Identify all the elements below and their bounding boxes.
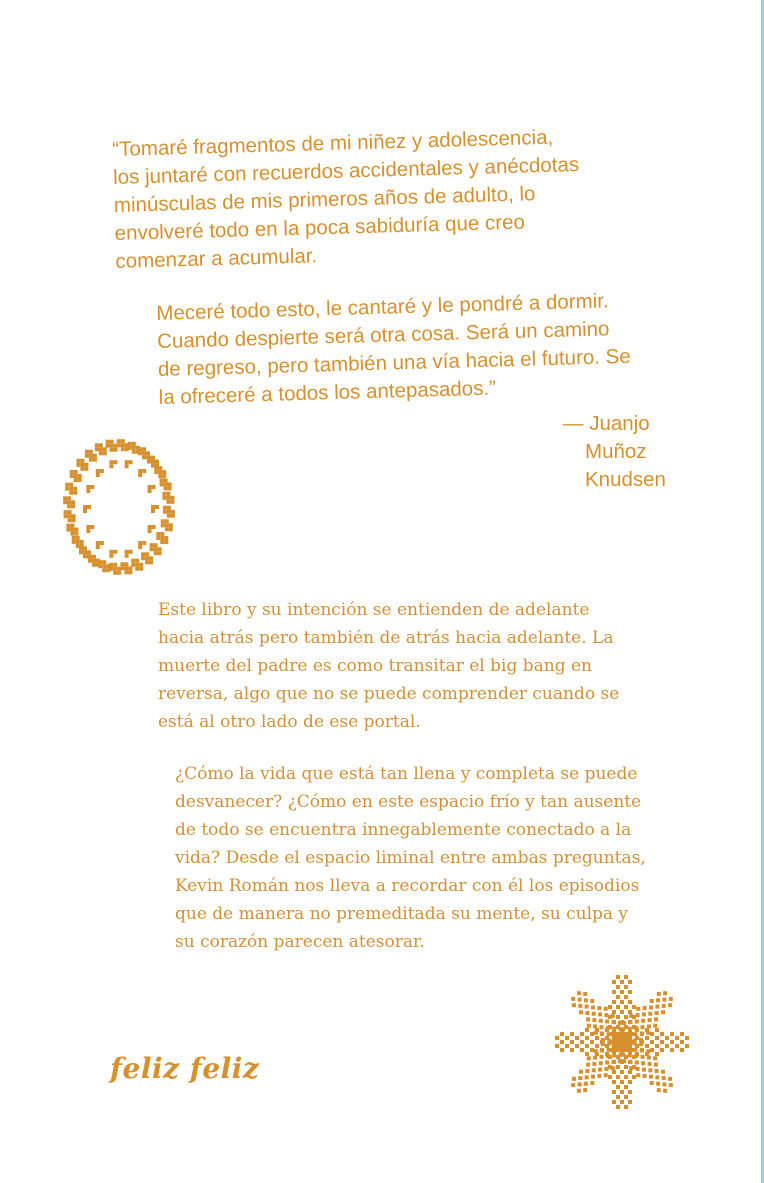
quote-attribution: — Juanjo Muñoz Knudsen: [563, 412, 666, 491]
embroidered-wreath-icon: [52, 425, 182, 585]
quote-paragraph-1: “Tomaré fragmentos de mi niñez y adolescencia, los juntaré con recuerdos accidentales y anécdotas minúsculas de mis primeros años de adulto, lo envolveré todo en la poca sabiduría que creo comenzar a acumular.: [112, 125, 580, 273]
publisher-logo: feliz feliz: [110, 1052, 260, 1085]
quote-paragraph-2: Meceré todo esto, le cantaré y le pondré a dormir. Cuando despierte será otra cosa. Será un camino de regreso, pero también una vía hacia el futuro. Se la ofreceré a todos los antepasados.”: [156, 289, 632, 409]
blurb-paragraph-1: Este libro y su intención se entienden de adelante hacia atrás pero también de atrás hacia adelante. La muerte del padre es como transitar el big bang en reversa, algo que no se puede comprender cuando se está al otro lado de ese portal.: [158, 600, 620, 732]
blurb-paragraph-2: ¿Cómo la vida que está tan llena y completa se puede desvanecer? ¿Cómo en este espacio frío y tan ausente de todo se encuentra innegablemente conectado a la vida? Desde el espacio liminal entre ambas preguntas, Kevin Román nos lleva a recordar con él los episodios que de manera no premeditada su mente, su culpa y su corazón parecen atesorar.: [175, 764, 646, 952]
embroidered-flower-icon: [548, 968, 693, 1113]
